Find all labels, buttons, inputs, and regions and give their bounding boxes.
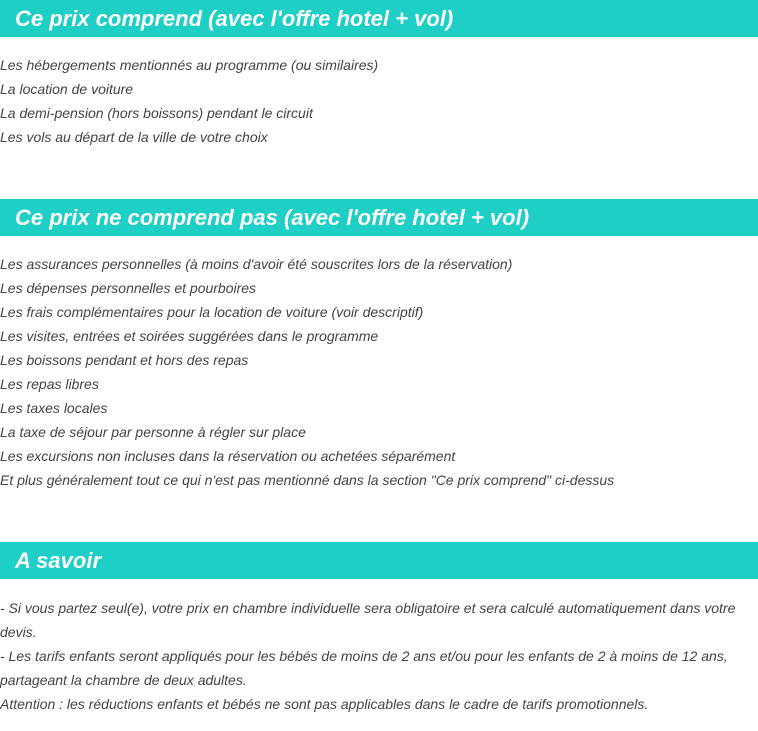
list-item: Et plus généralement tout ce qui n'est pas mentionné dans la section "Ce prix comprend" ci-dessus bbox=[0, 472, 615, 488]
section-header-a-savoir: A savoir bbox=[0, 542, 758, 579]
info-paragraph: - Les tarifs enfants seront appliqués pour les bébés de moins de 2 ans et/ou pour les enfants de 2 à moins de 12 ans, partageant la chambre de deux adultes. bbox=[0, 648, 728, 688]
info-paragraph: - Si vous partez seul(e), votre prix en chambre individuelle sera obligatoire et sera calculé automatiquement dans votre devis. bbox=[0, 600, 736, 640]
list-item: Les hébergements mentionnés au programme (ou similaires) bbox=[0, 57, 379, 73]
info-paragraph: Attention : les réductions enfants et bébés ne sont pas applicables dans le cadre de tarifs promotionnels. bbox=[0, 696, 649, 712]
list-item: La taxe de séjour par personne à régler sur place bbox=[0, 424, 306, 440]
section-header-not-included: Ce prix ne comprend pas (avec l'offre hotel + vol) bbox=[0, 199, 758, 236]
list-item: Les dépenses personnelles et pourboires bbox=[0, 280, 257, 296]
not-included-list bbox=[0, 252, 758, 492]
list-item: Les visites, entrées et soirées suggérées dans le programme bbox=[0, 328, 379, 344]
included-list bbox=[0, 53, 758, 149]
list-item: Les repas libres bbox=[0, 376, 99, 392]
list-item: Les frais complémentaires pour la location de voiture (voir descriptif) bbox=[0, 304, 424, 320]
a-savoir-content bbox=[0, 596, 758, 716]
list-item: La location de voiture bbox=[0, 81, 134, 97]
list-item: Les boissons pendant et hors des repas bbox=[0, 352, 249, 368]
list-item: La demi-pension (hors boissons) pendant le circuit bbox=[0, 105, 313, 121]
list-item: Les vols au départ de la ville de votre choix bbox=[0, 129, 268, 145]
list-item: Les excursions non incluses dans la réservation ou achetées séparément bbox=[0, 448, 456, 464]
list-item: Les taxes locales bbox=[0, 400, 108, 416]
section-header-included: Ce prix comprend (avec l'offre hotel + vol) bbox=[0, 0, 758, 37]
list-item: Les assurances personnelles (à moins d'avoir été souscrites lors de la réservation) bbox=[0, 256, 513, 272]
